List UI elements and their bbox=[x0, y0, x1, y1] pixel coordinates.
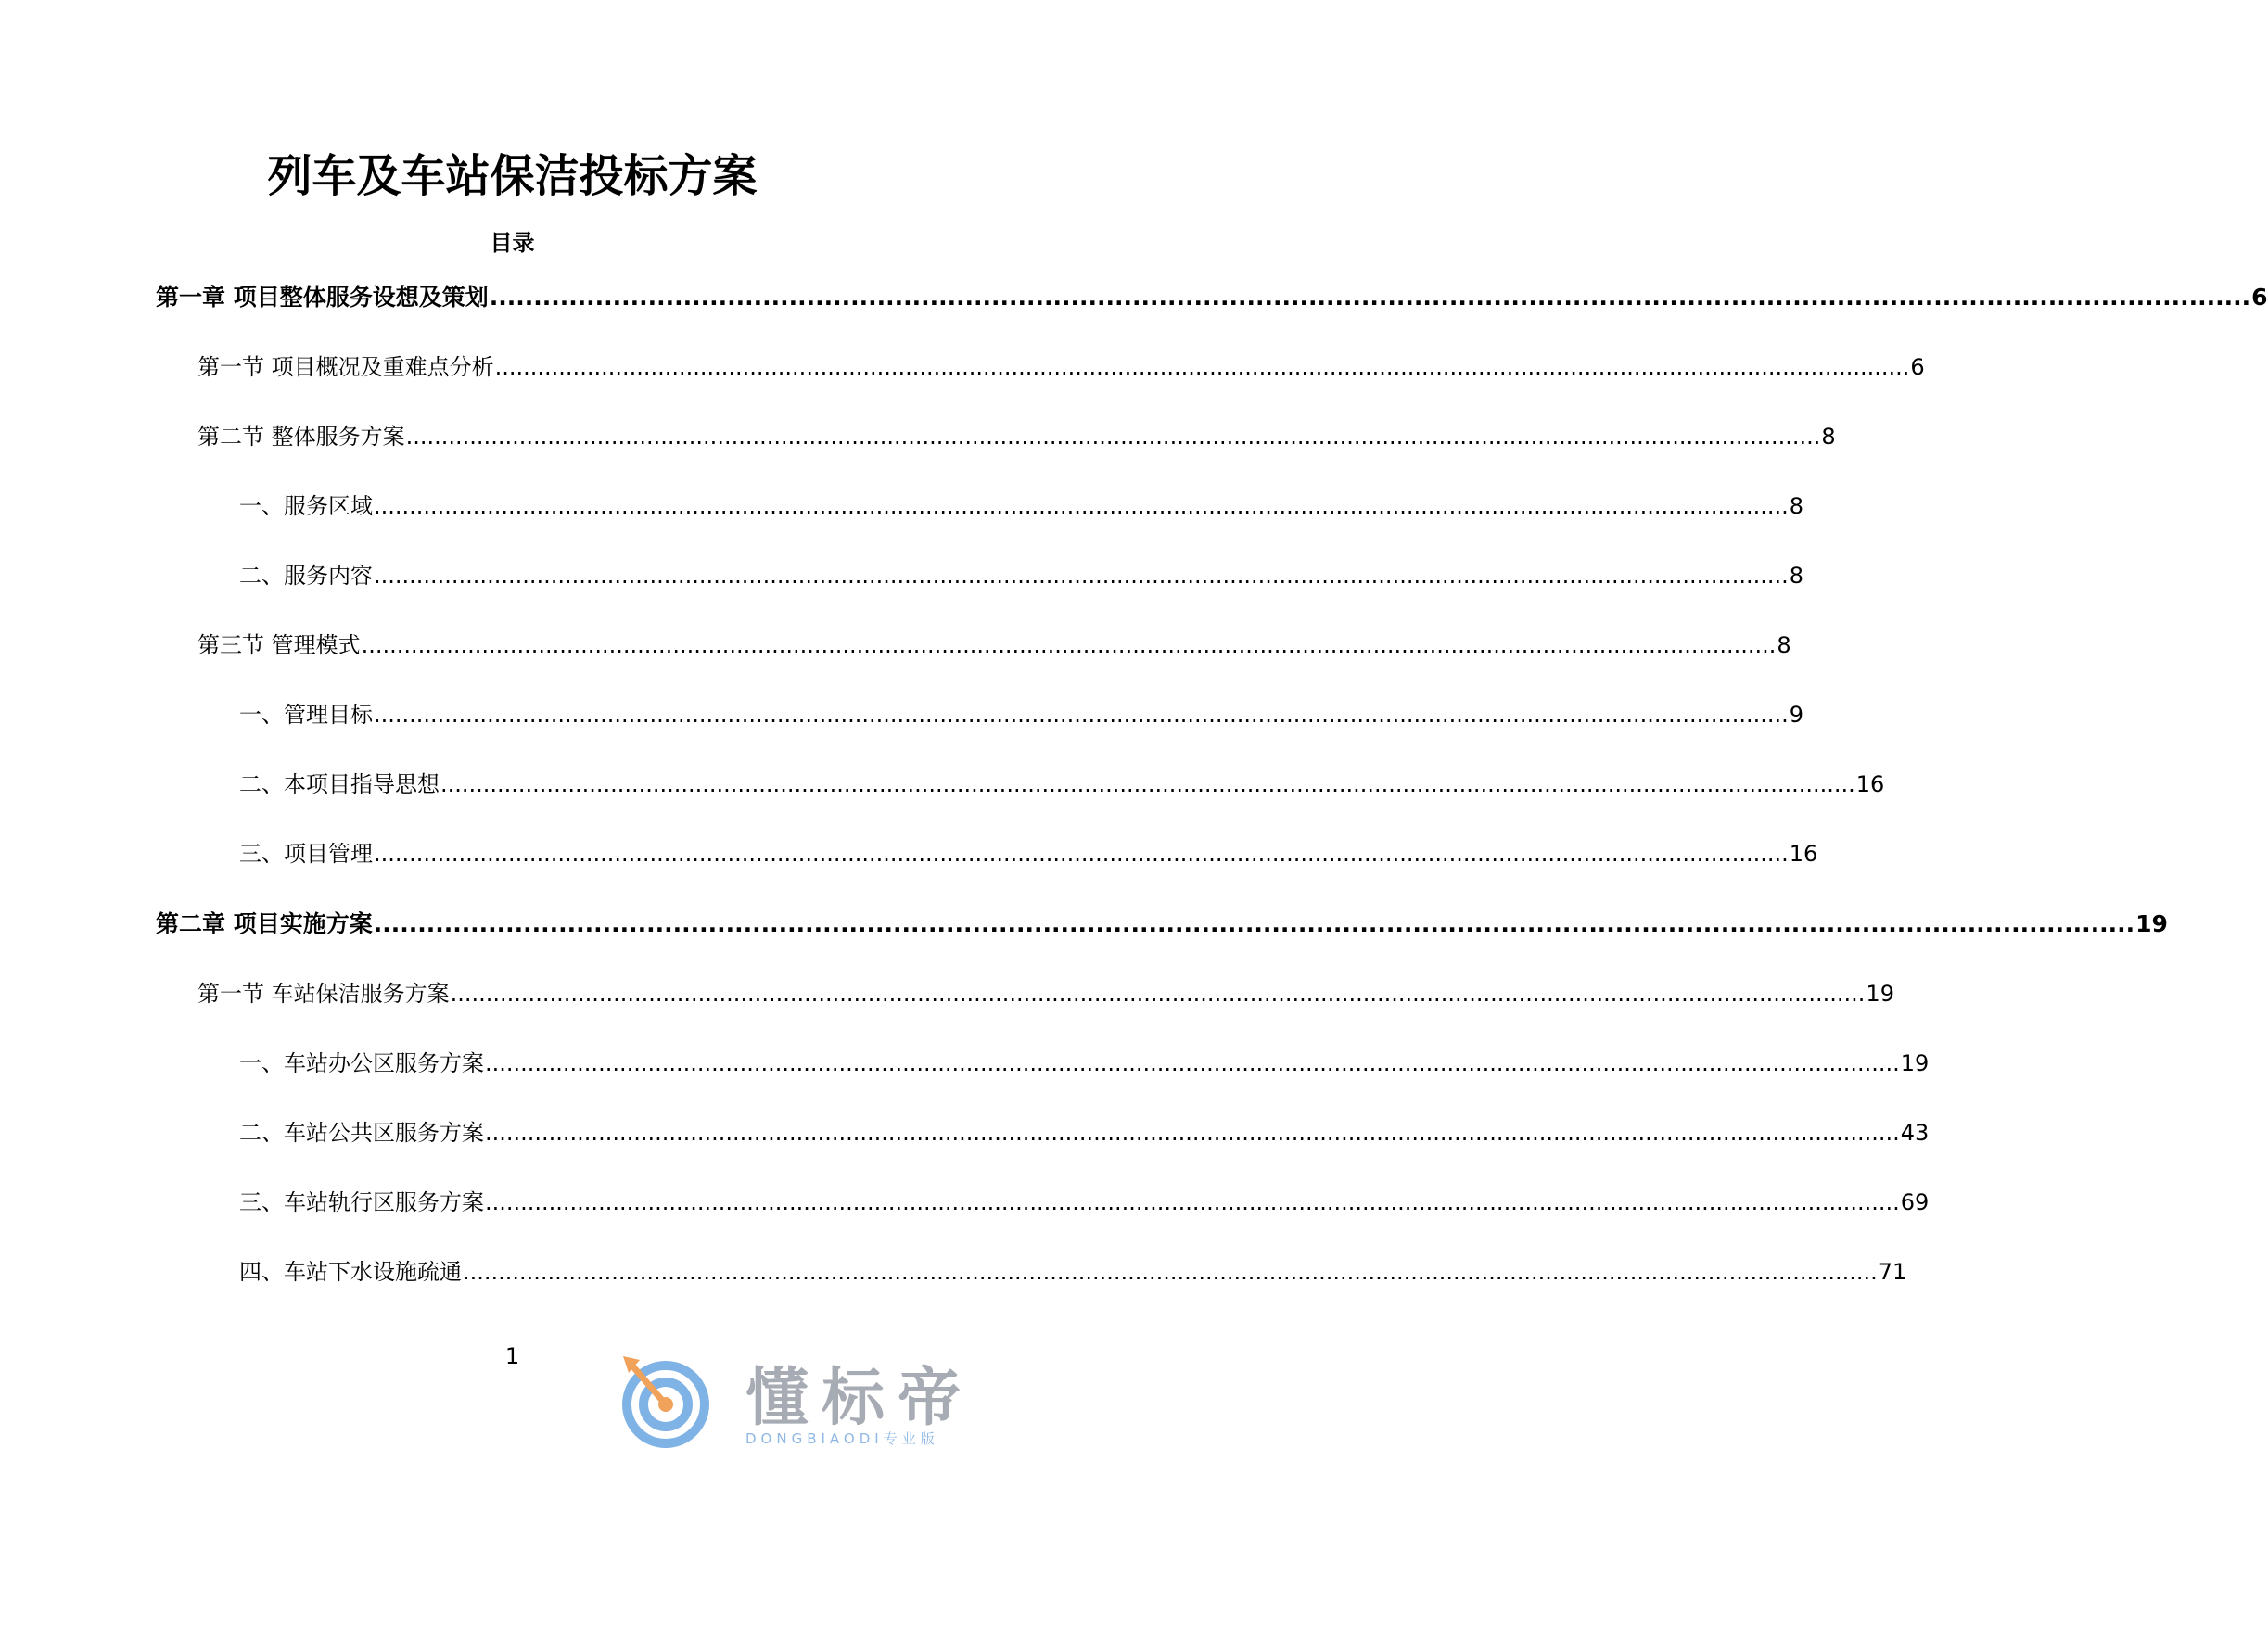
toc-entry[interactable] bbox=[239, 1048, 1930, 1079]
toc-entry[interactable] bbox=[239, 490, 1804, 522]
toc-dot-leader: ........................................................................................................................................................................................................ bbox=[440, 771, 1855, 797]
toc-dot-leader: ........................................................................................................................................................................................................ bbox=[373, 910, 2135, 937]
toc-entry-page: 8 bbox=[1789, 563, 1804, 589]
toc-entry-page: 8 bbox=[1789, 493, 1804, 519]
toc-entry-page: 6 bbox=[1910, 354, 1925, 380]
toc-entry-page: 16 bbox=[1789, 841, 1818, 867]
toc-entry-title: 一、服务区域 bbox=[239, 493, 373, 519]
toc-entry-page: 6 bbox=[2251, 284, 2268, 311]
toc-entry[interactable] bbox=[197, 629, 1791, 661]
toc-entry-title: 二、服务内容 bbox=[239, 563, 373, 589]
toc-entry-title: 第一节 车站保洁服务方案 bbox=[197, 981, 450, 1007]
toc-entry-page: 8 bbox=[1821, 424, 1836, 450]
toc-entry-title: 第二节 整体服务方案 bbox=[197, 424, 405, 450]
toc-entry[interactable] bbox=[239, 769, 1885, 800]
toc-entry-title: 第二章 项目实施方案 bbox=[156, 910, 373, 937]
toc-dot-leader: ........................................................................................................................................................................................................ bbox=[485, 1050, 1900, 1076]
toc-entry[interactable] bbox=[239, 838, 1818, 870]
toc-entry-page: 69 bbox=[1900, 1189, 1930, 1215]
toc-entry-title: 第一章 项目整体服务设想及策划 bbox=[156, 284, 489, 311]
toc-entry-title: 第三节 管理模式 bbox=[197, 632, 361, 658]
toc-entry[interactable] bbox=[239, 699, 1804, 730]
target-logo-icon bbox=[618, 1349, 738, 1453]
toc-entry[interactable] bbox=[156, 908, 2168, 940]
toc-dot-leader: ........................................................................................................................................................................................................ bbox=[485, 1189, 1900, 1215]
page-number: 1 bbox=[504, 1343, 520, 1369]
toc-entry-page: 9 bbox=[1789, 702, 1804, 728]
toc-dot-leader: ........................................................................................................................................................................................................ bbox=[361, 632, 1777, 658]
toc-dot-leader: ........................................................................................................................................................................................................ bbox=[374, 841, 1789, 867]
toc-entry[interactable] bbox=[239, 1256, 1907, 1288]
toc-entry[interactable] bbox=[197, 351, 1925, 383]
watermark-logo bbox=[618, 1349, 1016, 1453]
toc-heading: 目录 bbox=[490, 230, 535, 256]
toc-entry-title: 二、本项目指导思想 bbox=[239, 771, 440, 797]
toc-dot-leader: ........................................................................................................................................................................................................ bbox=[374, 563, 1789, 589]
toc-entry-title: 一、管理目标 bbox=[239, 702, 373, 728]
toc-entry-title: 二、车站公共区服务方案 bbox=[239, 1120, 484, 1146]
toc-entry-page: 19 bbox=[2135, 910, 2168, 937]
toc-entry[interactable] bbox=[239, 560, 1804, 591]
toc-entry-page: 19 bbox=[1866, 981, 1894, 1007]
toc-entry[interactable] bbox=[239, 1187, 1930, 1218]
toc-entry-page: 19 bbox=[1900, 1050, 1930, 1076]
toc-dot-leader: ........................................................................................................................................................................................................ bbox=[463, 1259, 1878, 1285]
toc-dot-leader: ........................................................................................................................................................................................................ bbox=[489, 284, 2251, 311]
toc-entry-title: 三、项目管理 bbox=[239, 841, 373, 867]
toc-entry[interactable] bbox=[197, 978, 1894, 1010]
toc-dot-leader: ........................................................................................................................................................................................................ bbox=[485, 1120, 1900, 1146]
toc-entry-title: 四、车站下水设施疏通 bbox=[239, 1259, 462, 1285]
toc-entry-page: 71 bbox=[1878, 1259, 1907, 1285]
toc-entry-title: 三、车站轨行区服务方案 bbox=[239, 1189, 484, 1215]
toc-dot-leader: ........................................................................................................................................................................................................ bbox=[494, 354, 1910, 380]
toc-entry[interactable] bbox=[156, 282, 2268, 313]
toc-entry-title: 第一节 项目概况及重难点分析 bbox=[197, 354, 494, 380]
toc-dot-leader: ........................................................................................................................................................................................................ bbox=[405, 424, 1821, 450]
watermark-subtitle: DONGBIAODI专业版 bbox=[745, 1430, 939, 1447]
document-title: 列车及车站保洁投标方案 bbox=[267, 150, 758, 202]
toc-entry-title: 一、车站办公区服务方案 bbox=[239, 1050, 484, 1076]
toc-entry-page: 8 bbox=[1777, 632, 1791, 658]
toc-entry-page: 43 bbox=[1900, 1120, 1930, 1146]
toc-dot-leader: ........................................................................................................................................................................................................ bbox=[374, 702, 1789, 728]
toc-entry-page: 16 bbox=[1855, 771, 1885, 797]
toc-entry[interactable] bbox=[239, 1117, 1930, 1149]
toc-entry[interactable] bbox=[197, 421, 1836, 452]
toc-dot-leader: ........................................................................................................................................................................................................ bbox=[374, 493, 1789, 519]
toc-dot-leader: ........................................................................................................................................................................................................ bbox=[450, 981, 1866, 1007]
watermark-brand: 懂标帝 bbox=[745, 1362, 975, 1435]
